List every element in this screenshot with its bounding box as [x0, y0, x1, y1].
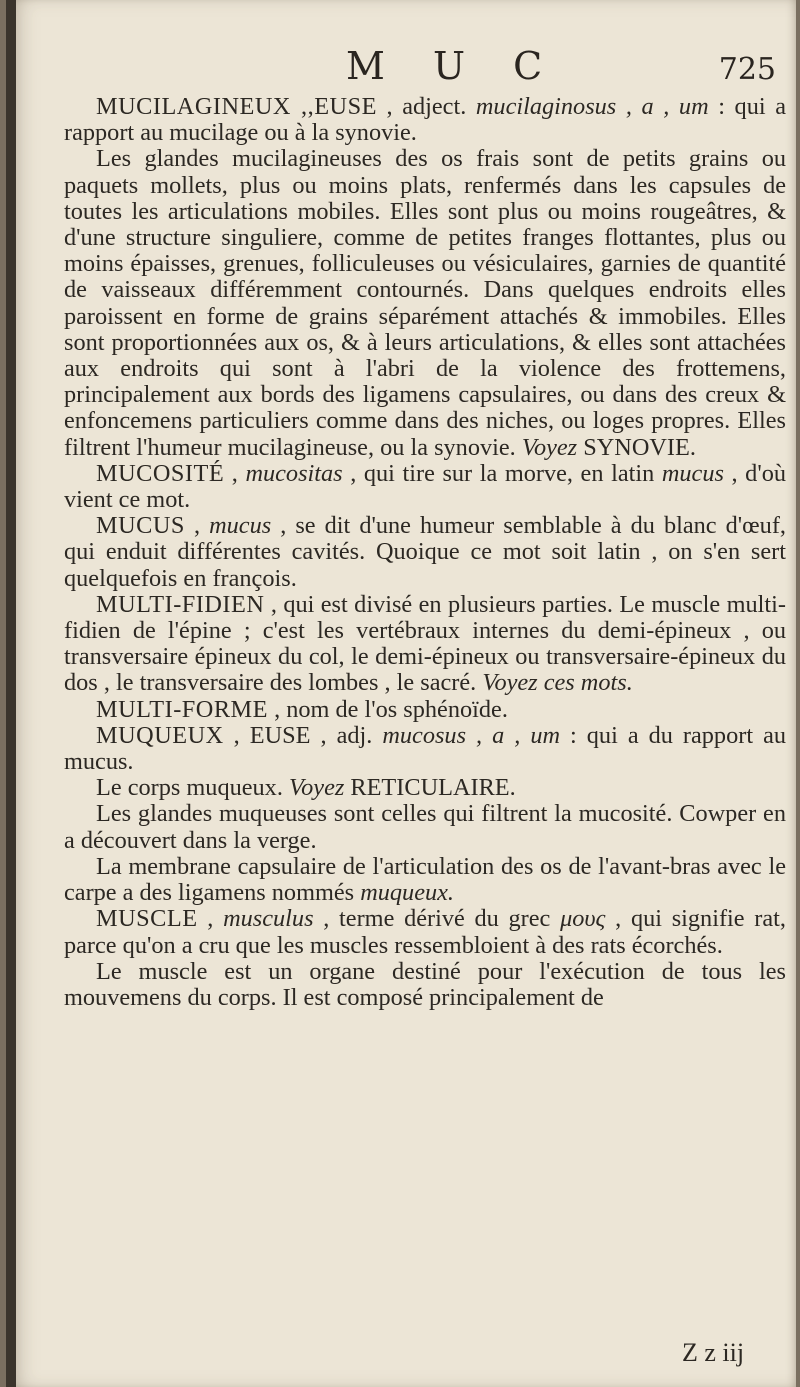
- greek-term: μους: [560, 905, 606, 933]
- entry-multi-forme: [64, 697, 786, 723]
- entry-muscle: [64, 906, 786, 958]
- entry-glandes-muqueuses: [64, 801, 786, 853]
- headword: MUQUEUX: [96, 721, 224, 749]
- entry-mucus: [64, 513, 786, 592]
- definition: La membrane capsulaire de l'articulation des os de l'avant-bras avec le carpe a des ligamens nommés: [64, 852, 786, 907]
- definition: : qui a du rapport au mucus.: [64, 721, 786, 776]
- entry-multi-fidien: [64, 592, 786, 697]
- latin-term: mucilaginosus , a , um: [475, 93, 709, 120]
- entry-sep: ,: [197, 905, 224, 933]
- latin-term: musculus: [223, 905, 314, 933]
- definition: Les glandes muqueuses sont celles qui filtrent la mucosité. Cowper en a découvert dans la verge.: [64, 800, 786, 854]
- entry-sep: ,: [224, 459, 246, 487]
- headword: MUCUS: [96, 512, 185, 540]
- definition: : qui a rapport au mucilage ou à la synovie.: [64, 93, 786, 147]
- headword: MUCILAGINEUX ,,EUSE: [96, 93, 377, 120]
- headword: MULTI-FORME: [96, 695, 268, 723]
- cross-ref-target: RETICULAIRE.: [344, 774, 516, 802]
- definition: Les glandes mucilagineuses des os frais sont de petits grains ou paquets mollets, plus ou moins plats, renfermés dans les capsules de toutes les articulations mobiles. Elles sont plus ou moins rougeâtres, & d'une structure singuliere, comme de petites franges flottantes, plus ou moins épaisses, grenues, folliculeuses ou vésiculaires, garnies de quantité de vaisseaux différemment contournés. Dans quelques endroits elles paroissent en forme de grains séparément attachés & immobiles. Elles sont proportionnées aux os, & à leurs articulations, & elles sont attachées aux endroits qui sont à l'abri de la violence des frottemens, principalement aux bords des ligamens capsulaires, ou dans des creux & enfoncemens particuliers comme dans des niches, ou loges propres. Elles filtrent l'humeur mucilagineuse, ou la synovie.: [64, 145, 786, 461]
- entry-glandes-mucilagineuses: [64, 146, 786, 460]
- cross-ref-label: Voyez ces mots.: [482, 669, 633, 697]
- book-page: [6, 0, 796, 1387]
- latin-term: mucositas: [245, 459, 343, 487]
- page-header: [76, 44, 776, 98]
- entry-membrane-capsulaire: [64, 854, 786, 906]
- entry-sep: , EUSE , adj.: [223, 721, 383, 749]
- definition: , qui signifie rat, parce qu'on a cru que les muscles ressembloient à des rats écorchés.: [64, 905, 787, 959]
- binding-edge: [6, 0, 16, 1387]
- dictionary-text: [64, 94, 786, 1011]
- cross-ref-target: SYNOVIE.: [577, 433, 696, 461]
- latin-term: mucus: [209, 512, 272, 540]
- entry-corps-muqueux: [64, 775, 786, 801]
- latin-term: muqueux.: [360, 879, 454, 907]
- definition: , qui tire sur la morve, en latin: [342, 459, 662, 487]
- definition: , nom de l'os sphénoïde.: [268, 695, 508, 723]
- headword: MUSCLE: [96, 905, 198, 933]
- definition: , qui est divisé en plusieurs parties. Le muscle multi-fidien de l'épine ; c'est les vertébraux internes du demi-épineux , ou transversaire épineux du col, le demi-épineux ou transversaire-épineux du dos , le transversaire des lombes , le sacré.: [64, 590, 786, 697]
- entry-sep: ,: [184, 512, 210, 540]
- definition: , terme dérivé du grec: [313, 905, 561, 933]
- definition: , d'où vient ce mot.: [64, 459, 786, 514]
- latin-term: mucosus , a , um: [382, 721, 561, 749]
- entry-mucosite: [64, 461, 786, 513]
- latin-term: mucus: [661, 459, 724, 487]
- page-number: 725: [718, 52, 776, 87]
- entry-muscle-organe: [64, 959, 786, 1011]
- cross-ref-label: Voyez: [521, 433, 578, 461]
- entry-muqueux: [64, 723, 786, 775]
- entry-sep: , adject.: [376, 93, 476, 120]
- signature-mark: Z z iij: [682, 1338, 745, 1367]
- definition: Le corps muqueux.: [96, 774, 289, 802]
- entry-mucilagineux: [64, 94, 786, 146]
- running-head: M U C: [346, 44, 561, 88]
- definition: , se dit d'une humeur semblable à du blanc d'œuf, qui enduit différentes cavités. Quoique ce mot soit latin , on s'en sert quelquefois en françois.: [64, 512, 786, 592]
- definition: Le muscle est un organe destiné pour l'exécution de tous les mouvemens du corps. Il est composé principalement de: [64, 957, 786, 1011]
- headword: MULTI-FIDIEN: [96, 590, 265, 618]
- cross-ref-label: Voyez: [288, 774, 345, 802]
- headword: MUCOSITÉ: [96, 459, 225, 487]
